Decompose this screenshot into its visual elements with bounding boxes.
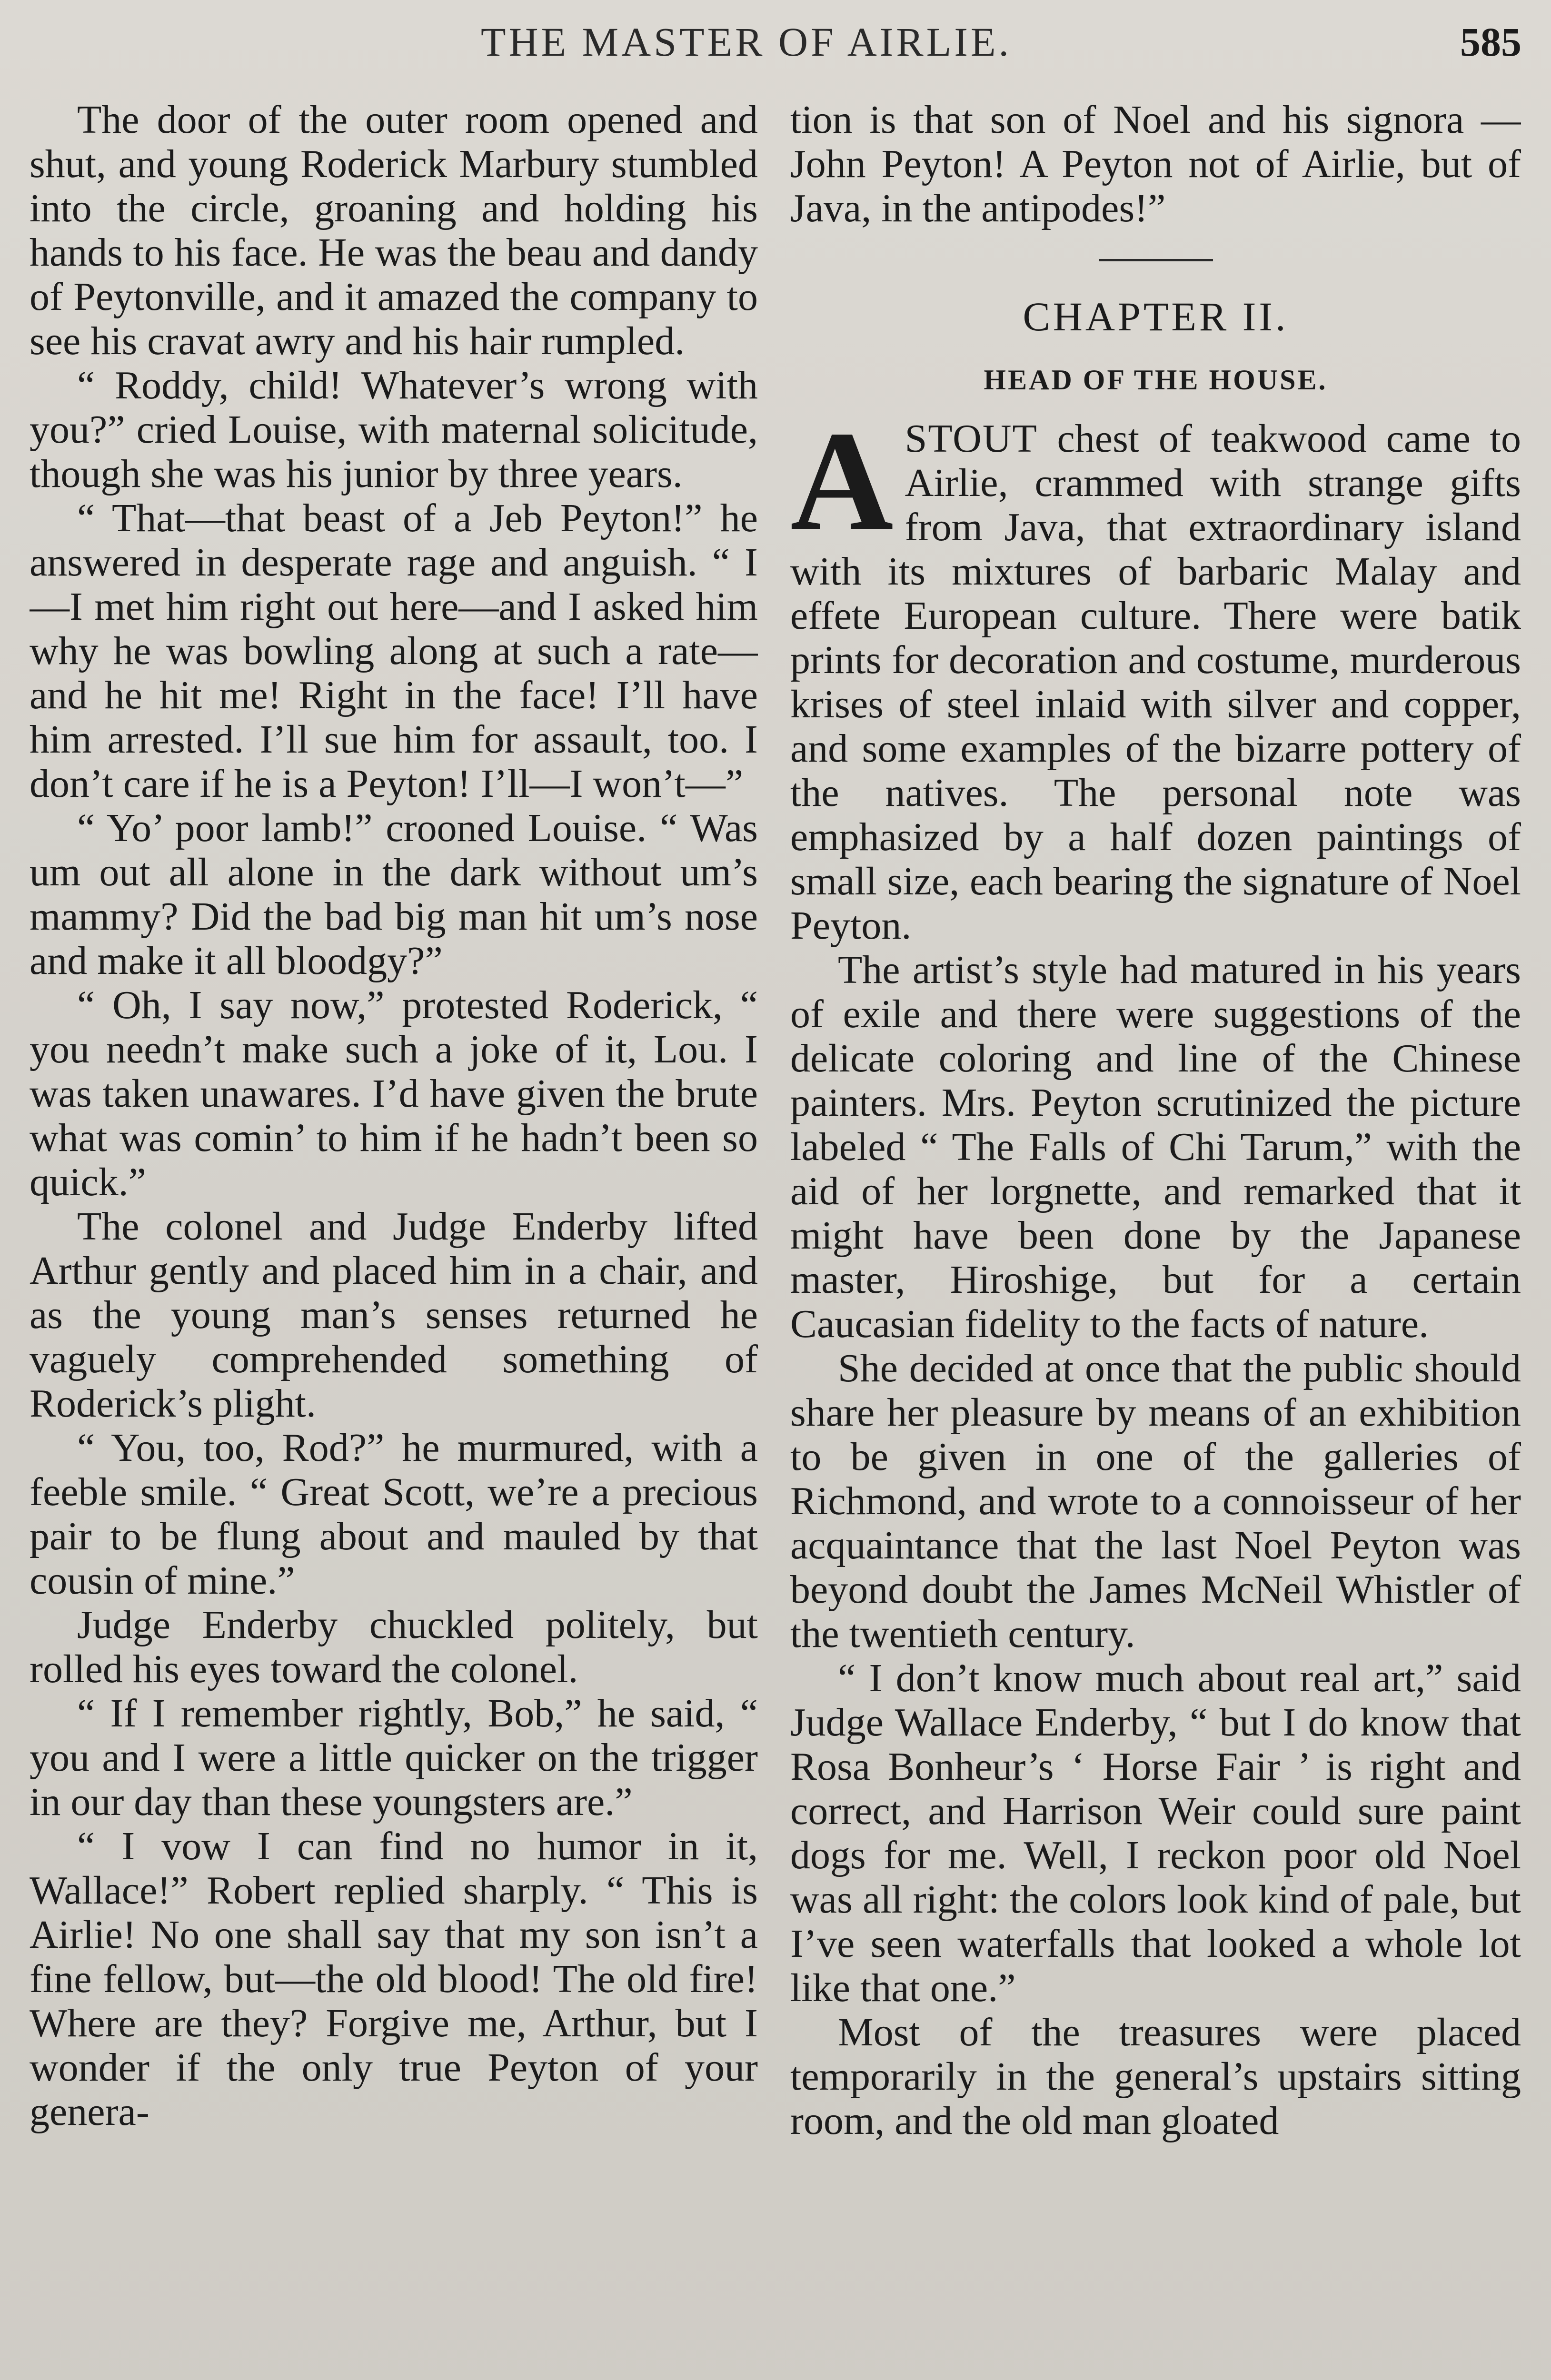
chapter-title: CHAPTER II. xyxy=(1023,294,1289,339)
right-column xyxy=(790,98,1521,2380)
paragraph: She decided at once that the public should share her pleasure by means of an exhibition to be given in one of the galleries of Richmond, and wrote to a connoisseur of her acquaintance that the last Noel Peyton was beyond doubt the James McNeil Whistler of the twentieth century. xyxy=(790,1346,1521,1656)
left-column xyxy=(30,98,758,2380)
paragraph: The colonel and Judge Enderby lifted Arthur gently and placed him in a chair, and as the young man’s senses returned he vaguely comprehended something of Roderick’s plight. xyxy=(30,1204,758,1426)
paragraph: “ If I remember rightly, Bob,” he said, “ you and I were a little quicker on the trigger in our day than these youngsters are.” xyxy=(30,1691,758,1824)
paragraph: “ Yo’ poor lamb!” crooned Louise. “ Was um out all alone in the dark without um’s mammy? Did the bad big man hit um’s nose and make it all bloodgy?” xyxy=(30,806,758,983)
paragraph: The artist’s style had matured in his years of exile and there were suggestions of the delicate coloring and line of the Chinese painters. Mrs. Peyton scrutinized the picture labeled “ The Falls of Chi Tarum,” with the aid of her lorgnette, and remarked that it might have been done by the Japanese master, Hiroshige, but for a certain Caucasian fidelity to the facts of nature. xyxy=(790,948,1521,1346)
paragraph: “ Oh, I say now,” protested Roderick, “ you needn’t make such a joke of it, Lou. I was taken unawares. I’d have given the brute what was comin’ to him if he hadn’t been so quick.” xyxy=(30,983,758,1204)
paragraph-continuation: tion is that son of Noel and his signora —John Peyton! A Peyton not of Airlie, but of Java, in the antipodes!” xyxy=(790,98,1521,230)
paragraph: Judge Enderby chuckled politely, but rolled his eyes toward the colonel. xyxy=(30,1603,758,1691)
section-divider xyxy=(1099,259,1213,261)
page-number: 585 xyxy=(1460,19,1521,65)
paragraph: Most of the treasures were placed temporarily in the general’s upstairs sitting room, and the old man gloated xyxy=(790,2010,1521,2143)
paragraph: The door of the outer room opened and shut, and young Roderick Marbury stumbled into the circle, groaning and holding his hands to his face. He was the beau and dandy of Peytonville, and it amazed the company to see his cravat awry and his hair rumpled. xyxy=(30,98,758,363)
chapter-opening-paragraph xyxy=(790,402,1521,948)
paragraph: “ I don’t know much about real art,” said Judge Wallace Enderby, “ but I do know that Rosa Bonheur’s ‘ Horse Fair ’ is right and correct, and Harrison Weir could sure paint dogs for me. Well, I reckon poor old Noel was all right: the colors look kind of pale, but I’ve seen waterfalls that looked a whole lot like that one.” xyxy=(790,1656,1521,2010)
paragraph: “ I vow I can find no humor in it, Wallace!” Robert replied sharply. “ This is Airlie! No one shall say that my son isn’t a fine fellow, but—the old blood! The old fire! Where are they? Forgive me, Arthur, but I wonder if the only true Peyton of your genera- xyxy=(30,1824,758,2134)
paragraph: “ Roddy, child! Whatever’s wrong with you?” cried Louise, with maternal solicitude, though she was his junior by three years. xyxy=(30,363,758,496)
chapter-subtitle: HEAD OF THE HOUSE. xyxy=(984,364,1328,396)
running-title: THE MASTER OF AIRLIE. xyxy=(481,19,1012,65)
paragraph: “ You, too, Rod?” he murmured, with a feeble smile. “ Great Scott, we’re a precious pair to be flung about and mauled by that cousin of mine.” xyxy=(30,1426,758,1603)
opening-text: chest of teakwood came to Airlie, crammed with strange gifts from Java, that extraordinary island with its mixtures of barbaric Malay and effete European culture. There were batik prints for decoration and costume, murderous krises of steel inlaid with silver and copper, and some examples of the bizarre pottery of the natives. The personal note was emphasized by a half dozen paintings of small size, each bearing the signature of Noel Peyton. xyxy=(790,416,1521,948)
paragraph: “ That—that beast of a Jeb Peyton!” he answered in desperate rage and anguish. “ I—I met him right out here—and I asked him why he was bowling along at such a rate—and he hit me! Right in the face! I’ll have him arrested. I’ll sue him for assault, too. I don’t care if he is a Peyton! I’ll—I won’t—” xyxy=(30,496,758,806)
drop-cap: A xyxy=(790,402,894,560)
page-header xyxy=(0,13,1551,70)
opening-word: STOUT xyxy=(905,416,1038,461)
